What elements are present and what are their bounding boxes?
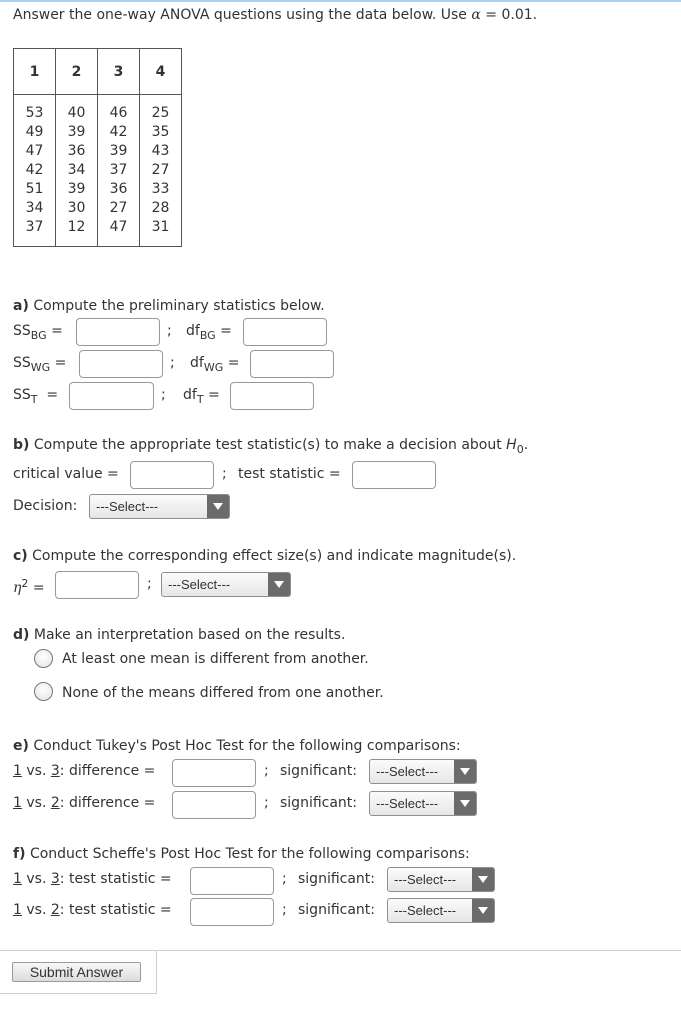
tukey-1-vs-2-difference-input[interactable] (172, 791, 256, 819)
group-a: 1 (13, 795, 22, 811)
part-d-text: Make an interpretation based on the results. (33, 627, 346, 643)
instructions (13, 6, 537, 24)
option-2-label: None of the means differed from one another. (62, 685, 384, 701)
colon: : (59, 795, 65, 811)
cell-value: 36 (67, 143, 86, 159)
group-b: 3 (50, 871, 60, 887)
part-d-label: d) (13, 627, 30, 643)
scheffe-row-1-sig-label: significant: (298, 871, 376, 887)
vs-text: vs. (26, 763, 47, 779)
select-value: ---Select--- (376, 764, 439, 779)
cell-value: 46 (109, 105, 128, 121)
select-value: ---Select--- (394, 903, 457, 918)
ss-wg-input[interactable] (79, 350, 163, 378)
critical-sep: ; (222, 466, 227, 482)
group-b: 2 (50, 902, 60, 918)
critical-value-input[interactable] (130, 461, 214, 489)
ss-wg-eq: = (54, 355, 67, 371)
radio-option-1[interactable] (34, 649, 53, 668)
part-b-prompt (13, 436, 528, 459)
part-d-prompt (13, 626, 345, 644)
cell-value: 35 (151, 124, 170, 140)
cell-value: 47 (25, 143, 44, 159)
dropdown-arrow-icon (454, 760, 476, 783)
h0-sub: 0 (516, 443, 524, 456)
eta-sup: 2 (21, 577, 29, 590)
radio-option-2[interactable] (34, 682, 53, 701)
tukey-row-2-sig-label: significant: (280, 795, 358, 811)
scheffe-1-vs-3-significant-select[interactable] (387, 867, 495, 892)
decision-select-value: ---Select--- (96, 499, 159, 514)
df-bg-label (186, 322, 232, 345)
scheffe-row-1-sep: ; (282, 871, 287, 887)
cell-value: 42 (25, 162, 44, 178)
df-bg-input[interactable] (243, 318, 327, 346)
part-a-label: a) (13, 298, 29, 314)
part-c-prompt (13, 547, 516, 565)
h0-symbol: H (506, 437, 517, 453)
ss-bg-label (13, 322, 63, 345)
part-a-text: Compute the preliminary statistics below. (33, 298, 325, 314)
ss-t-sub: T (30, 393, 38, 406)
select-value: ---Select--- (394, 872, 457, 887)
cell-value: 42 (109, 124, 128, 140)
tukey-row-1-sep: ; (264, 763, 269, 779)
cell-value: 33 (151, 181, 170, 197)
part-b-label: b) (13, 437, 30, 453)
tukey-1-vs-3-significant-select[interactable] (369, 759, 477, 784)
part-a-prompt (13, 297, 325, 315)
cell-value: 53 (25, 105, 44, 121)
cell-value: 34 (25, 200, 44, 216)
df-t-eq: = (208, 387, 220, 403)
scheffe-row-2-sig-label: significant: (298, 902, 376, 918)
df-wg-input[interactable] (250, 350, 334, 378)
df-t-base: df (183, 387, 197, 403)
scheffe-row-1-label (13, 870, 172, 888)
part-c-label: c) (13, 548, 28, 564)
column-group-3 (98, 95, 140, 247)
cell-value: 31 (151, 219, 170, 235)
part-c-text: Compute the corresponding effect size(s) and indicate magnitude(s). (32, 548, 517, 564)
part-e-prompt (13, 737, 461, 755)
part-e-text: Conduct Tukey's Post Hoc Test for the following comparisons: (33, 738, 461, 754)
cell-value: 30 (67, 200, 86, 216)
vs-text: vs. (26, 902, 47, 918)
test-statistic-label: test statistic = (238, 466, 341, 482)
scheffe-1-vs-2-significant-select[interactable] (387, 898, 495, 923)
test-statistic-label: test statistic = (68, 902, 172, 918)
df-bg-base: df (186, 323, 200, 339)
df-t-input[interactable] (230, 382, 314, 410)
tukey-row-2-label (13, 794, 155, 812)
header-group-1: 1 (14, 49, 56, 95)
group-a: 1 (13, 871, 22, 887)
cell-value: 34 (67, 162, 86, 178)
cell-value: 49 (25, 124, 44, 140)
magnitude-select-value: ---Select--- (168, 577, 231, 592)
table-header-row (14, 49, 182, 95)
test-statistic-label: test statistic = (68, 871, 172, 887)
group-a: 1 (13, 902, 22, 918)
tukey-row-1-sig-label: significant: (280, 763, 358, 779)
ss-t-base: SS (13, 387, 31, 403)
ss-bg-sep: ; (167, 323, 172, 339)
df-wg-base: df (190, 355, 204, 371)
df-wg-eq: = (227, 355, 240, 371)
dropdown-arrow-icon (472, 899, 494, 922)
scheffe-1-vs-2-test-statistic-input[interactable] (190, 898, 274, 926)
ss-wg-base: SS (13, 355, 31, 371)
scheffe-1-vs-3-test-statistic-input[interactable] (190, 867, 274, 895)
dropdown-arrow-icon (207, 495, 229, 518)
ss-bg-base: SS (13, 323, 31, 339)
tukey-1-vs-3-difference-input[interactable] (172, 759, 256, 787)
cell-value: 27 (151, 162, 170, 178)
eta-squared-label (13, 575, 45, 597)
data-table (13, 48, 182, 247)
difference-label: difference = (68, 795, 156, 811)
magnitude-select[interactable] (161, 572, 291, 597)
ss-bg-sub: BG (30, 329, 47, 342)
part-b-text: Compute the appropriate test statistic(s) to make a decision about (33, 437, 502, 453)
part-f-prompt (13, 845, 470, 863)
cell-value: 27 (109, 200, 128, 216)
vs-text: vs. (26, 795, 47, 811)
tukey-row-2-sep: ; (264, 795, 269, 811)
column-group-4 (140, 95, 182, 247)
vs-text: vs. (26, 871, 47, 887)
df-bg-sub: BG (199, 329, 216, 342)
df-t-label (183, 386, 220, 409)
eta-symbol: η (13, 580, 22, 596)
scheffe-row-2-sep: ; (282, 902, 287, 918)
cell-value: 43 (151, 143, 170, 159)
dropdown-arrow-icon (472, 868, 494, 891)
eta-eq: = (32, 580, 45, 596)
ss-t-input[interactable] (69, 382, 154, 410)
cell-value: 51 (25, 181, 44, 197)
cell-value: 37 (25, 219, 44, 235)
critical-value-label: critical value = (13, 466, 119, 482)
test-statistic-input[interactable] (352, 461, 436, 489)
cell-value: 25 (151, 105, 170, 121)
column-group-1 (14, 95, 56, 247)
decision-select[interactable] (89, 494, 230, 519)
h0-period: . (523, 437, 529, 453)
header-group-2: 2 (56, 49, 98, 95)
group-b: 3 (50, 763, 60, 779)
df-wg-label (190, 354, 239, 377)
cell-value: 47 (109, 219, 128, 235)
tukey-row-1-label (13, 762, 155, 780)
top-border (0, 0, 681, 2)
option-1-label: At least one mean is different from another. (62, 651, 369, 667)
cell-value: 39 (67, 181, 86, 197)
ss-bg-eq: = (51, 323, 63, 339)
cell-value: 39 (67, 124, 86, 140)
df-t-sub: T (196, 393, 204, 406)
cell-value: 28 (151, 200, 170, 216)
cell-value: 12 (67, 219, 86, 235)
group-a: 1 (13, 763, 22, 779)
alpha-value: = 0.01. (485, 7, 538, 23)
submit-answer-button[interactable]: Submit Answer (12, 962, 141, 982)
difference-label: difference = (68, 763, 156, 779)
header-group-3: 3 (98, 49, 140, 95)
colon: : (59, 763, 65, 779)
eta-squared-input[interactable] (55, 571, 139, 599)
scheffe-row-2-label (13, 901, 172, 919)
table-values-row (14, 95, 182, 247)
instructions-text: Answer the one-way ANOVA questions using the data below. Use (13, 7, 467, 23)
ss-wg-sep: ; (170, 355, 175, 371)
ss-t-eq: = (46, 387, 59, 403)
group-b: 2 (50, 795, 60, 811)
ss-bg-input[interactable] (76, 318, 160, 346)
tukey-1-vs-2-significant-select[interactable] (369, 791, 477, 816)
ss-wg-label (13, 354, 66, 377)
df-bg-eq: = (220, 323, 232, 339)
part-e-label: e) (13, 738, 29, 754)
select-value: ---Select--- (376, 796, 439, 811)
header-group-4: 4 (140, 49, 182, 95)
part-f-text: Conduct Scheffe's Post Hoc Test for the following comparisons: (29, 846, 470, 862)
part-f-label: f) (13, 846, 26, 862)
dropdown-arrow-icon (454, 792, 476, 815)
colon: : (59, 871, 65, 887)
cell-value: 40 (67, 105, 86, 121)
cell-value: 37 (109, 162, 128, 178)
ss-wg-sub: WG (30, 361, 51, 374)
ss-t-sep: ; (161, 387, 166, 403)
cell-value: 36 (109, 181, 128, 197)
ss-t-label (13, 386, 58, 409)
column-group-2 (56, 95, 98, 247)
colon: : (59, 902, 65, 918)
df-wg-sub: WG (203, 361, 224, 374)
eta-sep: ; (147, 576, 152, 592)
cell-value: 39 (109, 143, 128, 159)
decision-label: Decision: (13, 498, 78, 514)
alpha-symbol: α (471, 7, 481, 23)
dropdown-arrow-icon (268, 573, 290, 596)
